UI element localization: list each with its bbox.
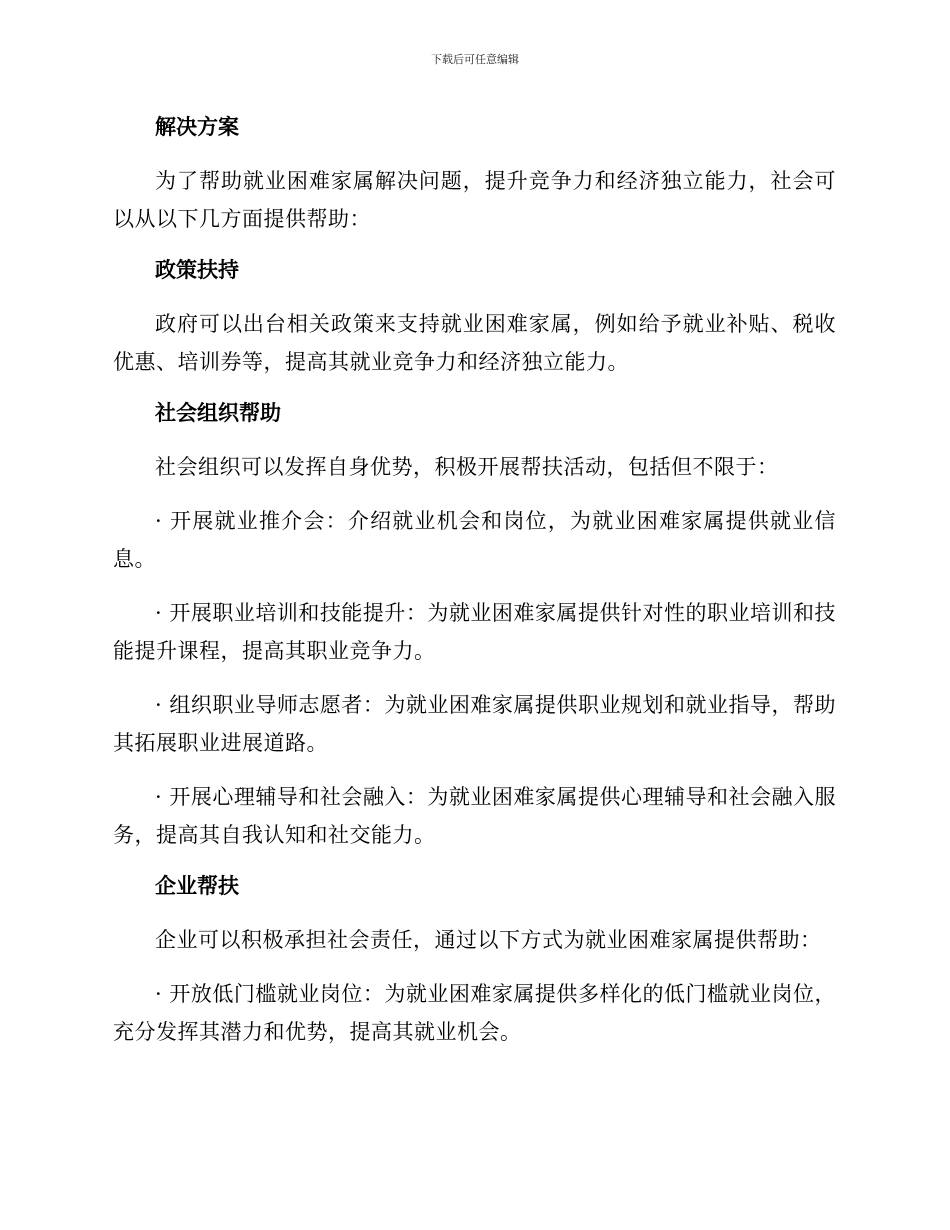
bullet-item: · 开展就业推介会：介绍就业机会和岗位，为就业困难家属提供就业信息。 (113, 509, 836, 571)
section-heading-enterprise-support: 企业帮扶 (155, 874, 239, 898)
page-header: 下载后可任意编辑 (431, 53, 519, 66)
section-heading-social-organizations: 社会组织帮助 (155, 401, 281, 425)
bullet-item: · 开放低门槛就业岗位：为就业困难家属提供多样化的低门槛就业岗位，充分发挥其潜力和优势，提高其就业机会。 (113, 982, 836, 1044)
section-heading-solutions: 解决方案 (155, 115, 239, 139)
document-body (113, 111, 836, 1067)
bullet-item: · 开展心理辅导和社会融入：为就业困难家属提供心理辅导和社会融入服务，提高其自我认知和社交能力。 (113, 785, 836, 847)
paragraph: 企业可以积极承担社会责任，通过以下方式为就业困难家属提供帮助： (155, 928, 822, 952)
section-heading-policy-support: 政策扶持 (155, 258, 239, 282)
paragraph: 政府可以出台相关政策来支持就业困难家属，例如给予就业补贴、税收优惠、培训券等，提高其就业竞争力和经济独立能力。 (113, 312, 836, 374)
paragraph: 为了帮助就业困难家属解决问题，提升竞争力和经济独立能力，社会可以从以下几方面提供帮助： (113, 169, 836, 231)
bullet-item: · 开展职业培训和技能提升：为就业困难家属提供针对性的职业培训和技能提升课程，提高其职业竞争力。 (113, 601, 836, 663)
bullet-item: · 组织职业导师志愿者：为就业困难家属提供职业规划和就业指导，帮助其拓展职业进展道路。 (113, 693, 836, 755)
paragraph: 社会组织可以发挥自身优势，积极开展帮扶活动，包括但不限于： (155, 455, 779, 479)
